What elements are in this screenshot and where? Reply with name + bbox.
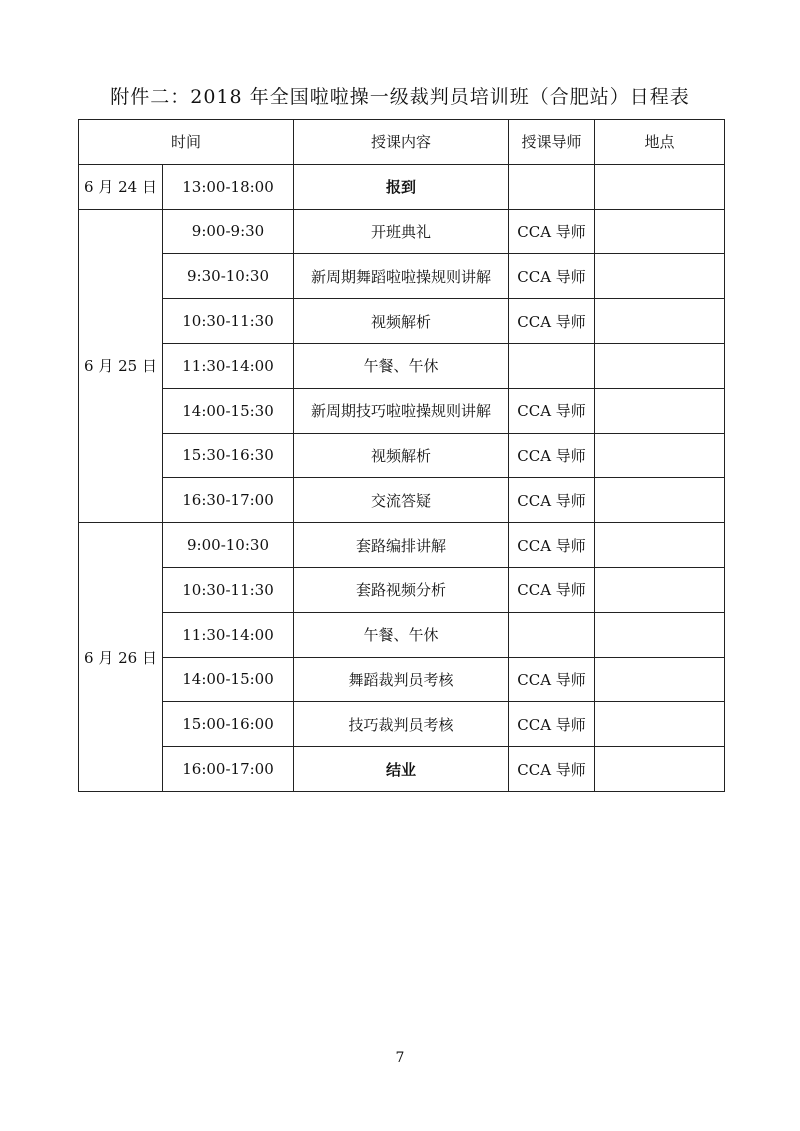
content-cell: 结业 bbox=[294, 747, 509, 792]
time-cell: 16:30-17:00 bbox=[163, 478, 294, 523]
content-cell: 新周期舞蹈啦啦操规则讲解 bbox=[294, 254, 509, 299]
time-cell: 10:30-11:30 bbox=[163, 299, 294, 344]
content-cell: 报到 bbox=[294, 164, 509, 209]
instructor-cell bbox=[509, 164, 595, 209]
location-cell bbox=[595, 478, 725, 523]
time-cell: 9:00-9:30 bbox=[163, 209, 294, 254]
schedule-table bbox=[78, 119, 725, 792]
location-cell bbox=[595, 702, 725, 747]
content-cell: 视频解析 bbox=[294, 433, 509, 478]
instructor-cell: CCA 导师 bbox=[509, 657, 595, 702]
time-cell: 9:00-10:30 bbox=[163, 523, 294, 568]
content-cell: 新周期技巧啦啦操规则讲解 bbox=[294, 388, 509, 433]
time-cell: 13:00-18:00 bbox=[163, 164, 294, 209]
content-cell: 视频解析 bbox=[294, 299, 509, 344]
page-number: 7 bbox=[395, 1050, 405, 1066]
instructor-cell: CCA 导师 bbox=[509, 209, 595, 254]
instructor-cell: CCA 导师 bbox=[509, 299, 595, 344]
location-cell bbox=[595, 164, 725, 209]
table-row bbox=[79, 299, 725, 344]
location-cell bbox=[595, 747, 725, 792]
table-row bbox=[79, 388, 725, 433]
instructor-cell: CCA 导师 bbox=[509, 567, 595, 612]
location-cell bbox=[595, 254, 725, 299]
content-cell: 技巧裁判员考核 bbox=[294, 702, 509, 747]
instructor-cell: CCA 导师 bbox=[509, 523, 595, 568]
instructor-cell: CCA 导师 bbox=[509, 433, 595, 478]
time-cell: 14:00-15:30 bbox=[163, 388, 294, 433]
content-cell: 套路视频分析 bbox=[294, 567, 509, 612]
table-row bbox=[79, 254, 725, 299]
table-header-row bbox=[79, 120, 725, 165]
table-row bbox=[79, 523, 725, 568]
instructor-cell: CCA 导师 bbox=[509, 254, 595, 299]
location-cell bbox=[595, 612, 725, 657]
instructor-cell bbox=[509, 612, 595, 657]
table-row bbox=[79, 164, 725, 209]
header-instructor: 授课导师 bbox=[509, 120, 595, 165]
table-row bbox=[79, 702, 725, 747]
content-cell: 午餐、午休 bbox=[294, 612, 509, 657]
location-cell bbox=[595, 523, 725, 568]
page-title: 附件二：2018 年全国啦啦操一级裁判员培训班（合肥站）日程表 bbox=[110, 86, 690, 108]
table-row bbox=[79, 209, 725, 254]
table-row bbox=[79, 567, 725, 612]
time-cell: 10:30-11:30 bbox=[163, 567, 294, 612]
time-cell: 15:30-16:30 bbox=[163, 433, 294, 478]
content-cell: 交流答疑 bbox=[294, 478, 509, 523]
header-time: 时间 bbox=[79, 120, 294, 165]
instructor-cell bbox=[509, 343, 595, 388]
table-row bbox=[79, 657, 725, 702]
location-cell bbox=[595, 299, 725, 344]
table-row bbox=[79, 343, 725, 388]
instructor-cell: CCA 导师 bbox=[509, 478, 595, 523]
time-cell: 14:00-15:00 bbox=[163, 657, 294, 702]
table-row bbox=[79, 433, 725, 478]
instructor-cell: CCA 导师 bbox=[509, 388, 595, 433]
content-cell: 午餐、午休 bbox=[294, 343, 509, 388]
date-cell: 6 月 25 日 bbox=[79, 209, 163, 523]
date-cell: 6 月 24 日 bbox=[79, 164, 163, 209]
table-row bbox=[79, 478, 725, 523]
location-cell bbox=[595, 567, 725, 612]
location-cell bbox=[595, 657, 725, 702]
header-content: 授课内容 bbox=[294, 120, 509, 165]
time-cell: 11:30-14:00 bbox=[163, 343, 294, 388]
header-location: 地点 bbox=[595, 120, 725, 165]
location-cell bbox=[595, 343, 725, 388]
location-cell bbox=[595, 388, 725, 433]
table-row bbox=[79, 747, 725, 792]
time-cell: 16:00-17:00 bbox=[163, 747, 294, 792]
date-cell: 6 月 26 日 bbox=[79, 523, 163, 792]
time-cell: 9:30-10:30 bbox=[163, 254, 294, 299]
time-cell: 11:30-14:00 bbox=[163, 612, 294, 657]
instructor-cell: CCA 导师 bbox=[509, 747, 595, 792]
time-cell: 15:00-16:00 bbox=[163, 702, 294, 747]
table-row bbox=[79, 612, 725, 657]
location-cell bbox=[595, 433, 725, 478]
content-cell: 舞蹈裁判员考核 bbox=[294, 657, 509, 702]
instructor-cell: CCA 导师 bbox=[509, 702, 595, 747]
content-cell: 套路编排讲解 bbox=[294, 523, 509, 568]
content-cell: 开班典礼 bbox=[294, 209, 509, 254]
location-cell bbox=[595, 209, 725, 254]
